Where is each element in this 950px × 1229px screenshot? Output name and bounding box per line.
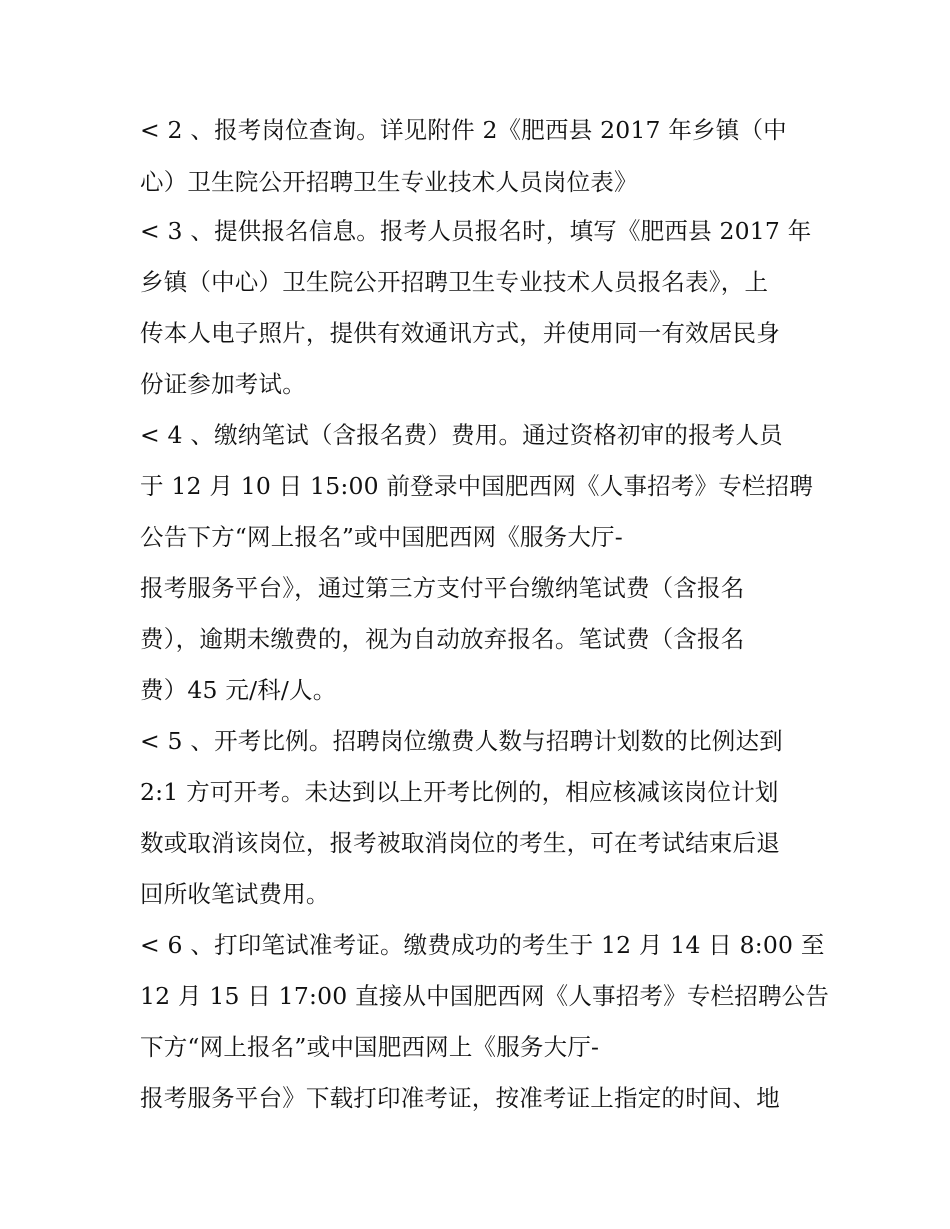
- text-line: 费），逾期未缴费的，视为自动放弃报名。笔试费（含报名: [140, 625, 745, 653]
- text-line: 回所收笔试费用。: [140, 880, 330, 908]
- text-line: < 2 、报考岗位查询。详见附件 2《肥西县 2017 年乡镇（中: [140, 116, 787, 144]
- text-line: 公告下方“网上报名”或中国肥西网《服务大厅-: [140, 523, 623, 551]
- text-line: 数或取消该岗位，报考被取消岗位的考生，可在考试结束后退: [140, 829, 780, 857]
- text-line: 下方“网上报名”或中国肥西网上《服务大厅-: [140, 1033, 600, 1061]
- text-line: 报考服务平台》，通过第三方支付平台缴纳笔试费（含报名: [140, 574, 745, 602]
- text-line: 传本人电子照片，提供有效通讯方式，并使用同一有效居民身: [140, 319, 780, 347]
- text-line: 2:1 方可开考。未达到以上开考比例的，相应核减该岗位计划: [140, 778, 779, 806]
- text-line: 费）45 元/科/人。: [140, 676, 337, 704]
- text-line: 心）卫生院公开招聘卫生专业技术人员岗位表》: [140, 168, 638, 196]
- text-line: 乡镇（中心）卫生院公开招聘卫生专业技术人员报名表》，上: [140, 268, 769, 296]
- text-line: 报考服务平台》下载打印准考证，按准考证上指定的时间、地: [140, 1084, 780, 1112]
- text-line: 12 月 15 日 17:00 直接从中国肥西网《人事招考》专栏招聘公告: [140, 982, 830, 1010]
- text-line: < 5 、开考比例。招聘岗位缴费人数与招聘计划数的比例达到: [140, 727, 783, 755]
- text-line: < 4 、缴纳笔试（含报名费）费用。通过资格初审的报考人员: [140, 421, 783, 449]
- text-line: < 3 、提供报名信息。报考人员报名时，填写《肥西县 2017 年: [140, 217, 812, 245]
- text-line: < 6 、打印笔试准考证。缴费成功的考生于 12 月 14 日 8:00 至: [140, 931, 825, 959]
- text-line: 于 12 月 10 日 15:00 前登录中国肥西网《人事招考》专栏招聘: [140, 472, 814, 500]
- text-line: 份证参加考试。: [140, 370, 306, 398]
